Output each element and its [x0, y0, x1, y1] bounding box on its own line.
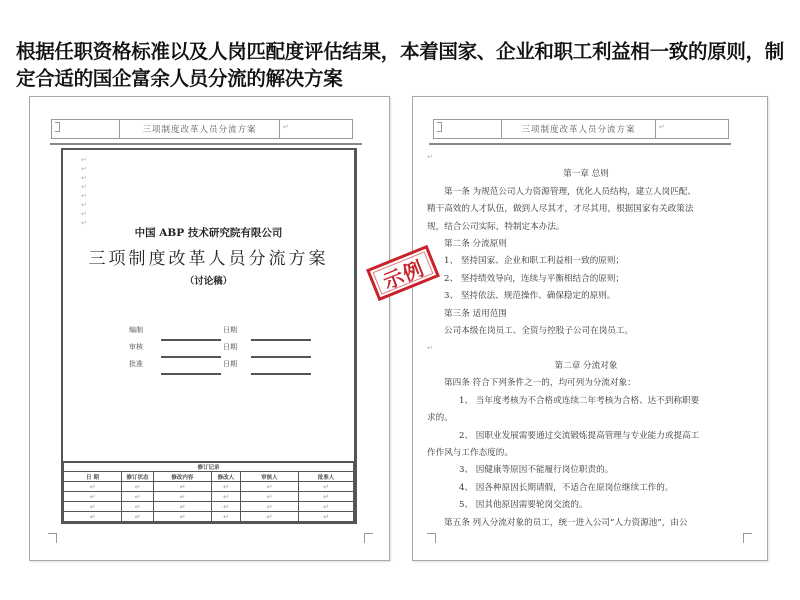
page-header-table: [433, 119, 729, 139]
paragraph-mark-icon: ↵: [427, 153, 433, 161]
date-field[interactable]: [251, 373, 311, 375]
column-header: 审核人: [240, 472, 298, 482]
body-line: 第五条 列入分流对象的员工，统一进入公司“人力资源池”，由公: [444, 517, 688, 528]
body-line: 1、 当年度考核为不合格或连续二年考核为合格、达不到称职要: [459, 395, 700, 406]
body-line: 5、 因其他原因需要轮岗交流的。: [459, 500, 588, 511]
cover-frame: [61, 148, 357, 524]
signature-field[interactable]: [161, 339, 221, 341]
revision-table-caption: 修订记录: [64, 462, 354, 472]
signature-field[interactable]: [161, 373, 221, 375]
body-line: 公司本级在岗员工、全资与控股子公司在岗员工。: [444, 326, 634, 337]
body-line: 第一条 为规范公司人力资源管理，优化人员结构，建立人岗匹配、: [444, 186, 696, 197]
body-line: 3、 因健康等原因不能履行岗位职责的。: [459, 465, 614, 476]
document-subtitle: （讨论稿）: [184, 276, 233, 287]
document-page-cover: [29, 96, 390, 561]
date-label: 日期: [223, 360, 237, 368]
header-cell-right: [656, 120, 728, 138]
body-line: 第四条 符合下列条件之一的，均可列为分流对象：: [444, 378, 636, 389]
table-row: ↵ ↵ ↵ ↵ ↵ ↵: [64, 512, 354, 522]
column-header: 修改人: [211, 472, 240, 482]
header-cell-left: [52, 120, 120, 138]
signature-label: 编制: [129, 326, 143, 334]
body-line: 求的。: [427, 413, 453, 424]
date-label: 日期: [223, 343, 237, 351]
signature-label: 审核: [129, 343, 143, 351]
body-line: 第三条 适用范围: [444, 308, 507, 319]
body-line: ↵: [427, 344, 433, 353]
signature-row: [63, 359, 354, 379]
body-line: 1、 坚持国家、企业和职工利益相一致的原则；: [444, 256, 625, 267]
column-header: 日 期: [64, 472, 122, 482]
margin-corner-mark: [48, 533, 57, 543]
signature-field[interactable]: [161, 356, 221, 358]
date-label: 日期: [223, 326, 237, 334]
paragraph-mark-icon: ↵: [659, 123, 665, 131]
header-rule: [50, 143, 362, 145]
margin-corner-mark: [364, 533, 373, 543]
page-header-title: 三项制度改革人员分流方案: [502, 120, 656, 138]
margin-corner-mark: [743, 533, 752, 543]
column-header: 修订状态: [122, 472, 154, 482]
column-header: 修改内容: [153, 472, 211, 482]
body-line: 第二章 分流对象: [554, 360, 618, 371]
body-line: 精干高效的人才队伍，做到人尽其才，才尽其用，根据国家有关政策法: [427, 204, 694, 215]
revision-table-header: [64, 472, 354, 482]
signature-label: 批准: [129, 360, 143, 368]
body-line: 4、 因各种原因长期请假，不适合在原岗位继续工作的。: [459, 482, 674, 493]
table-row: ↵ ↵ ↵ ↵ ↵ ↵: [64, 502, 354, 512]
page-header-title: 三项制度改革人员分流方案: [120, 120, 280, 138]
slide-headline: 根据任职资格标准以及人岗匹配度评估结果，本着国家、企业和职工利益相一致的原则，制定合适的国企富余人员分流的解决方案: [16, 40, 785, 90]
header-cell-left: [434, 120, 502, 138]
revision-table: [63, 461, 354, 523]
column-header: 批准人: [298, 472, 353, 482]
paragraph-marks: ↵ ↵ ↵ ↵ ↵ ↵ ↵ ↵: [81, 156, 87, 227]
table-row: ↵ ↵ ↵ ↵ ↵ ↵: [64, 492, 354, 502]
body-line: 规，结合公司实际，特制定本办法。: [427, 221, 565, 232]
document-title: 三项制度改革人员分流方案: [88, 249, 329, 269]
header-rule: [429, 143, 731, 145]
body-line: 第一章 总则: [563, 169, 609, 180]
body-line: 3、 坚持依法、规范操作、确保稳定的原则。: [444, 291, 616, 302]
margin-corner-mark: [427, 533, 436, 543]
body-line: 2、 因职业发展需要通过交流锻炼提高管理与专业能力或提高工: [459, 430, 700, 441]
paragraph-mark-icon: ↵: [283, 123, 289, 131]
sample-stamp: 示例: [366, 245, 440, 301]
company-name: 中国 ABP 技术研究院有限公司: [134, 227, 283, 239]
body-line: 作作风与工作态度的。: [427, 447, 513, 458]
body-line: 第二条 分流原则: [444, 239, 507, 250]
document-page-body: [412, 96, 768, 561]
date-field[interactable]: [251, 339, 311, 341]
document-body-text: [427, 149, 745, 532]
date-field[interactable]: [251, 356, 311, 358]
table-row: ↵ ↵ ↵ ↵ ↵ ↵: [64, 482, 354, 492]
body-line: 2、 坚持绩效导向，连续与平衡相结合的原则；: [444, 273, 625, 284]
page-header-table: [51, 119, 353, 139]
header-cell-right: [280, 120, 352, 138]
